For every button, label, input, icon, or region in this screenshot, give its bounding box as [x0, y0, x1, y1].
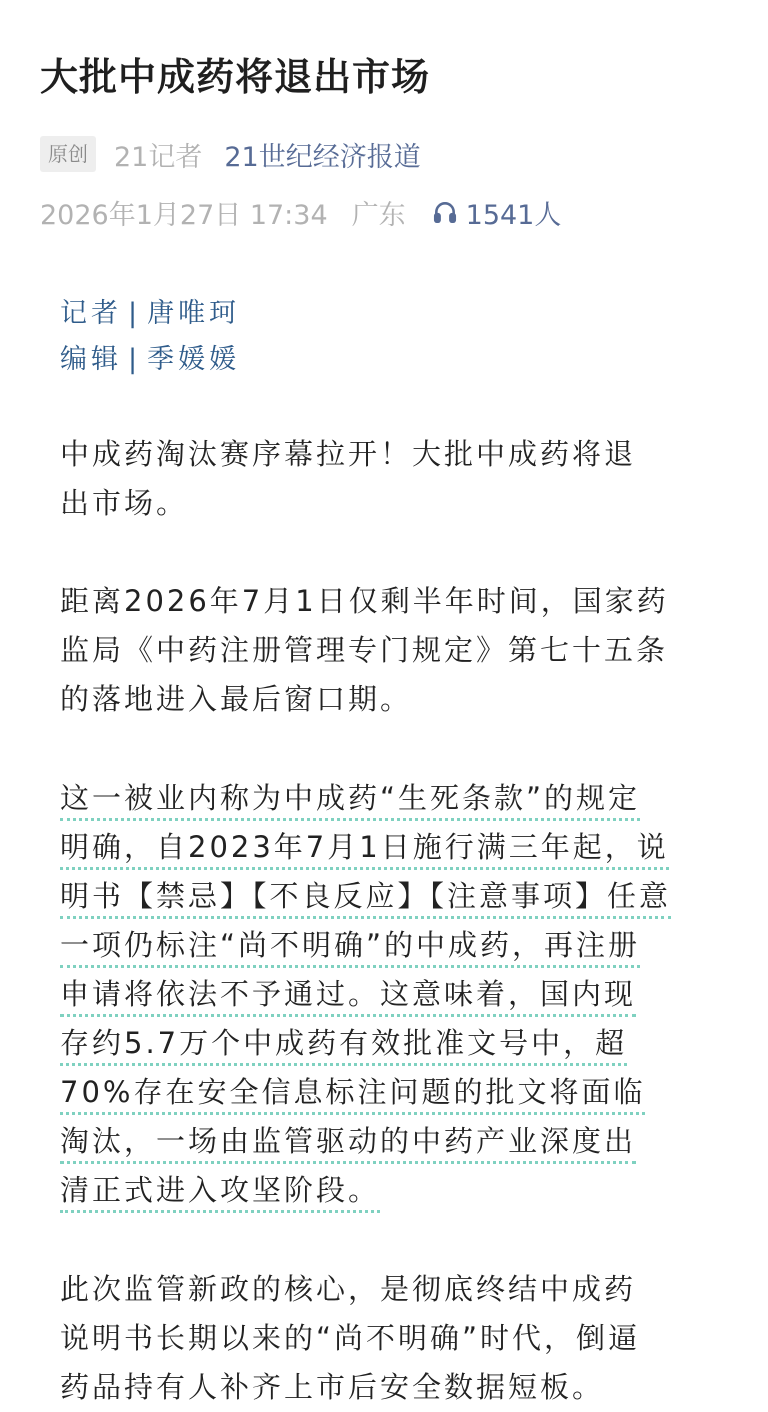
- editor-name: 季媛媛: [147, 344, 241, 375]
- paragraph-1: [60, 430, 712, 528]
- credit-separator: |: [128, 344, 142, 375]
- paragraph-line: 的落地进入最后窗口期。: [60, 682, 413, 716]
- listen-count: 1541人: [465, 199, 562, 231]
- editor-credit: [60, 337, 240, 383]
- highlighted-line: 一项仍标注“尚不明确”的中成药，再注册: [60, 928, 640, 968]
- article-title: 大批中成药将退出市场: [40, 55, 431, 99]
- highlighted-line: 申请将依法不予通过。这意味着，国内现: [60, 977, 636, 1017]
- headphones-icon: [432, 199, 458, 225]
- paragraph-line: 中成药淘汰赛序幕拉开！大批中成药将退: [60, 437, 637, 471]
- reporter-label: 记者: [60, 298, 122, 329]
- paragraph-3-highlighted[interactable]: [60, 774, 712, 1215]
- editor-label: 编辑: [60, 344, 122, 375]
- original-badge: 原创: [40, 136, 96, 172]
- reporter-name: 唐唯珂: [147, 298, 241, 329]
- paragraph-4: [60, 1265, 712, 1412]
- highlighted-line: 明书【禁忌】【不良反应】【注意事项】任意: [60, 879, 671, 919]
- article-meta-time: [40, 192, 561, 232]
- author-name[interactable]: 21记者: [114, 141, 203, 173]
- listen-button[interactable]: [432, 193, 562, 232]
- highlighted-line: 清正式进入攻坚阶段。: [60, 1173, 380, 1213]
- highlighted-line: 存约5.7万个中成药有效批准文号中，超: [60, 1026, 627, 1066]
- highlighted-line: 淘汰，一场由监管驱动的中药产业深度出: [60, 1124, 636, 1164]
- paragraph-line: 说明书长期以来的“尚不明确”时代，倒逼: [60, 1321, 641, 1355]
- highlighted-line: 这一被业内称为中成药“生死条款”的规定: [60, 781, 640, 821]
- publish-date: 2026年1月27日 17:34: [40, 199, 328, 231]
- paragraph-line: 出市场。: [60, 486, 189, 520]
- paragraph-line: 药品持有人补齐上市后安全数据短板。: [60, 1370, 605, 1404]
- highlighted-line: 明确，自2023年7月1日施行满三年起，说: [60, 830, 669, 870]
- article-meta-source: [40, 134, 421, 174]
- publish-location: 广东: [351, 199, 406, 231]
- highlighted-line: 70%存在安全信息标注问题的批文将面临: [60, 1075, 645, 1115]
- paragraph-line: 距离2026年7月1日仅剩半年时间，国家药: [60, 584, 669, 618]
- paragraph-2: [60, 577, 712, 724]
- credit-separator: |: [128, 298, 142, 329]
- paragraph-line: 监局《中药注册管理专门规定》第七十五条: [60, 633, 669, 667]
- paragraph-line: 此次监管新政的核心，是彻底终结中成药: [60, 1272, 637, 1306]
- source-account-link[interactable]: 21世纪经济报道: [224, 141, 421, 173]
- reporter-credit: [60, 291, 240, 337]
